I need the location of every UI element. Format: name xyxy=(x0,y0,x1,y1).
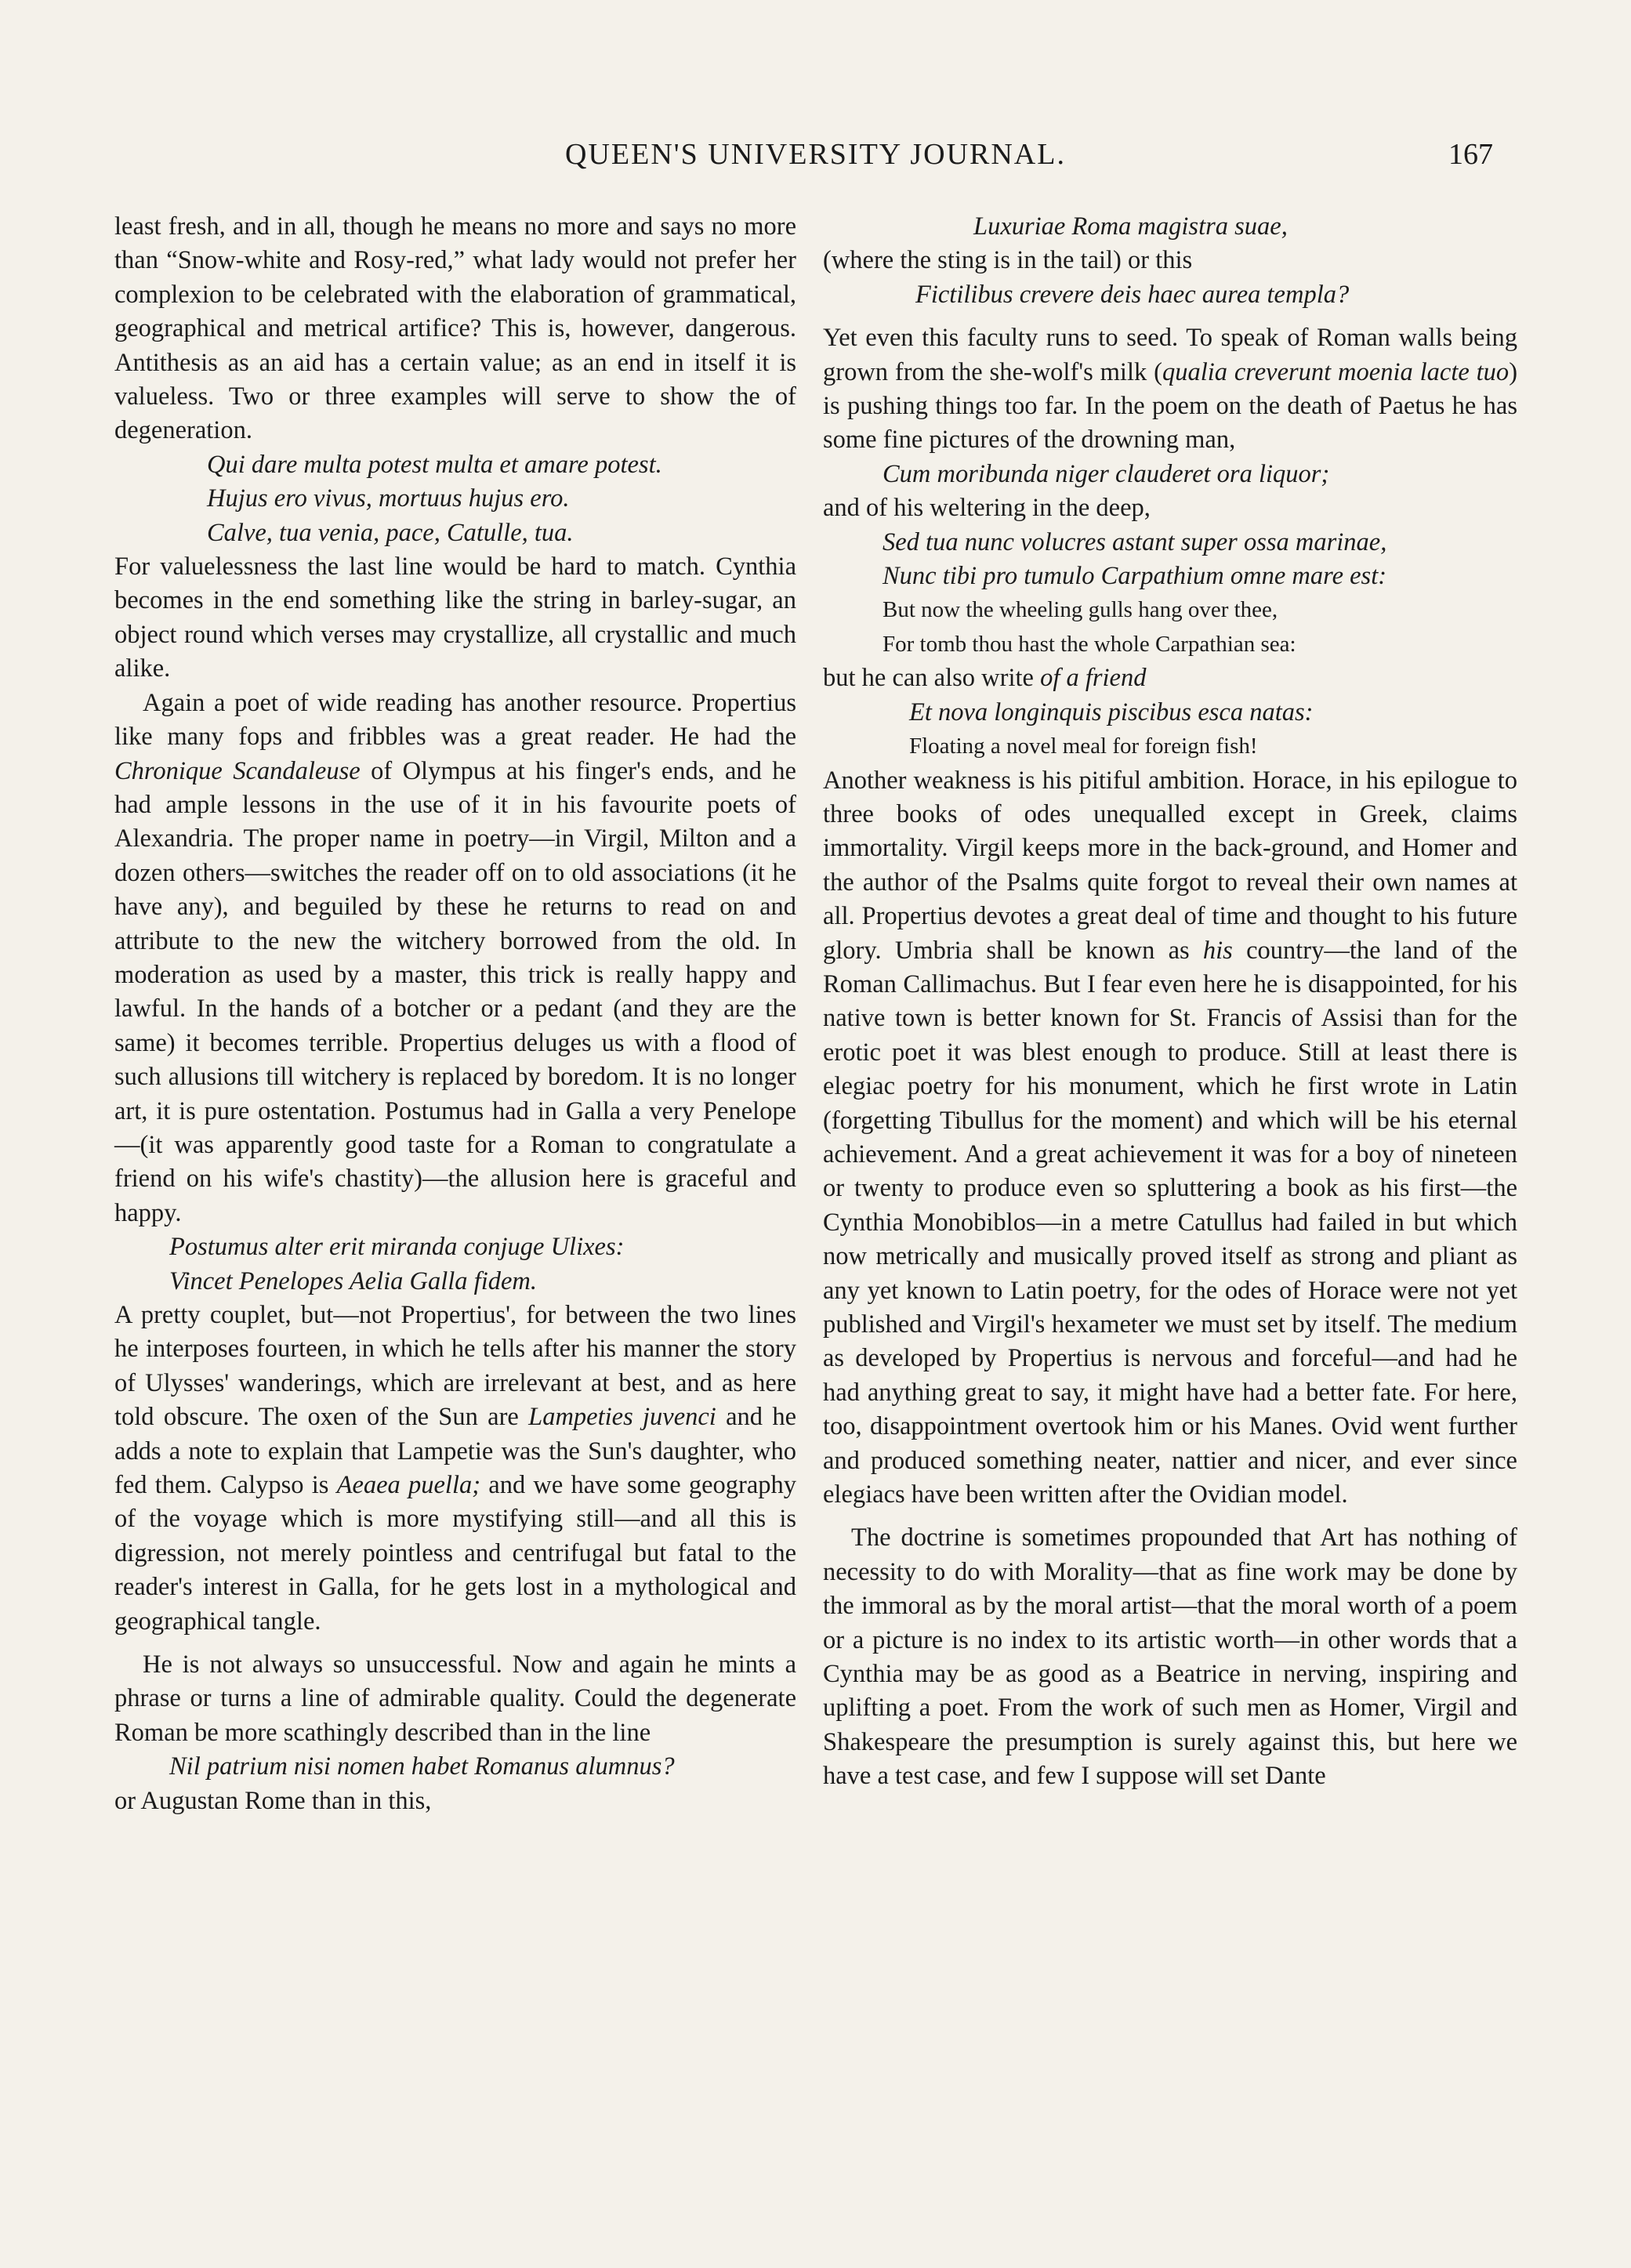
right-column xyxy=(823,210,1517,1794)
paragraph: For valuelessness the last line would be hard to match. Cynthia becomes in the end something like the string in barley-sugar, an object round which verses may crystallize, all crystallic and much alike. xyxy=(114,553,796,683)
text-run: Another weakness is his pitiful ambition. Horace, in his epilogue to three books of odes unequalled except in Greek, claims immortality. Virgil keeps more in the back-ground, and Homer and the author of the Psalms quite forgot to reveal their own names at all. Propertius devotes a great deal of time and thought to his future glory. Umbria shall be known as xyxy=(823,766,1517,965)
text-run: of Olympus at his finger's ends, and he had ample lessons in the use of it in his favourite poets of Alexandria. The proper name in poetry—in Virgil, Milton and a dozen others—switches the reader off on to old associations (it he have any), and beguiled by these he returns to read on and attribute to the new the witchery borrowed from the old. In moderation as used by a master, this trick is really happy and lawful. In the hands of a botcher or a pedant (and they are the same) it becomes terrible. Propertius deluges us with a flood of such allusions till witchery is replaced by boredom. It is no longer art, it is pure ostentation. Postumus had in Galla a very Penelope—(it was apparently good taste for a Roman to congratulate a friend on his wife's chastity)—the allusion here is graceful and happy. xyxy=(114,756,796,1227)
italic-run: qualia creverunt moenia lacte tuo xyxy=(1162,357,1510,386)
text-run: and he adds a note to explain that Lampetie was the Sun's daughter, who fed them. Calypso is xyxy=(114,1403,796,1500)
paragraph: least fresh, and in all, though he means no more and says no more than “Snow-white and Rosy-red,” what lady would not prefer her complexion to be celebrated with the elaboration of grammatical, geographical and metrical artifice? This is, however, dangerous. Antithesis as an aid has a certain value; as an end in itself it is valueless. Two or three examples will serve to show the of degeneration. xyxy=(114,212,796,445)
latin-verse: Fictilibus crevere deis haec aurea templa? xyxy=(915,280,1350,309)
text-run: ) is pushing things too far. In the poem on the death of Paetus he has some fine pictures of the drowning man, xyxy=(823,357,1518,455)
translation-line: For tomb thou hast the whole Carpathian sea: xyxy=(883,631,1296,657)
latin-verse: Hujus ero vivus, mortuus hujus ero. xyxy=(207,484,570,513)
page-number: 167 xyxy=(1448,138,1493,171)
text-run: and we have some geography of the voyage which is more mystifying still—and all this is digression, not merely pointless and centrifugal but fatal to the reader's interest in Galla, for he gets lost in a mythological and geographical tangle. xyxy=(114,1471,797,1636)
latin-verse: Luxuriae Roma magistra suae, xyxy=(973,212,1288,241)
paragraph xyxy=(114,687,796,1231)
journal-title: QUEEN'S UNIVERSITY JOURNAL. xyxy=(565,138,1066,171)
italic-run: Lampeties juvenci xyxy=(528,1403,716,1432)
text-run: country—the land of the Roman Callimachus. But I fear even here he is disappointed, for his native town is better known for St. Francis of Assisi than for the erotic poet it was blest enough to produce. Still at least there is elegiac poetry for his monument, which he first wrote in Latin (forgetting Tibullus for the moment) and which will be his eternal achievement. And a great achievement it was for a boy of nineteen or twenty to produce even so spluttering a book as his first—the Cynthia Monobiblos—in a metre Catullus had failed in but which now metrically and musically proved itself as strong and pliant as any yet known to Latin poetry, for the odes of Horace were not yet published and Virgil's hexameter we must set by itself. The medium as developed by Propertius is nervous and forceful—and had he had anything great to say, it might have had a better fate. For here, too, disappointment overtook him or his Manes. Ovid went further and produced something neater, nattier and nicer, and ever since elegiacs have been written after the Ovidian model. xyxy=(823,936,1517,1509)
latin-verse: Qui dare multa potest multa et amare potest. xyxy=(207,450,662,479)
latin-verse: Nunc tibi pro tumulo Carpathium omne mare est: xyxy=(883,562,1387,591)
paragraph: and of his weltering in the deep, xyxy=(823,494,1151,523)
latin-verse: Nil patrium nisi nomen habet Romanus alumnus? xyxy=(169,1752,675,1781)
paragraph xyxy=(823,321,1517,458)
latin-verse: Vincet Penelopes Aelia Galla fidem. xyxy=(169,1266,538,1295)
paragraph: The doctrine is sometimes propounded that Art has nothing of necessity to do with Morality—that as fine work may be done by the immoral as by the moral artist—that the moral worth of a poem or a picture is no index to its artistic worth—in other words that a Cynthia may be as good as a Beatrice in nerving, inspiring and uplifting a poet. From the work of such men as Homer, Virgil and Shakespeare the presumption is surely against this, but here we have a test case, and few I suppose will set Dante xyxy=(823,1523,1517,1791)
latin-verse: Sed tua nunc volucres astant super ossa marinae, xyxy=(883,527,1387,556)
translation-line: Floating a novel meal for foreign fish! xyxy=(909,734,1258,759)
italic-run: Aeaea puella; xyxy=(336,1471,481,1500)
text-run: Again a poet of wide reading has another resource. Propertius like many fops and fribbles was a great reader. He had the xyxy=(114,688,796,752)
italic-run: his xyxy=(1202,936,1233,965)
text-run: Yet even this faculty runs to seed. To speak of Roman walls being grown from the she-wolf's milk ( xyxy=(823,324,1517,386)
italic-run: of a friend xyxy=(1040,664,1147,693)
paragraph: or Augustan Rome than in this, xyxy=(114,1786,432,1815)
text-run: but he can also write xyxy=(823,664,1041,693)
latin-verse: Et nova longinquis piscibus esca natas: xyxy=(909,697,1314,726)
latin-verse: Postumus alter erit miranda conjuge Ulixes: xyxy=(169,1233,625,1262)
left-column xyxy=(114,210,796,1818)
latin-verse: Cum moribunda niger clauderet ora liquor; xyxy=(883,459,1330,488)
text-run: A pretty couplet, but—not Propertius', for between the two lines he interposes fourteen, in which he tells after his manner the story of Ulysses' wanderings, which are irrelevant at best, and as here told obscure. The oxen of the Sun are xyxy=(114,1301,796,1432)
paragraph: (where the sting is in the tail) or this xyxy=(823,246,1193,275)
paragraph xyxy=(823,764,1517,1513)
latin-verse: Calve, tua venia, pace, Catulle, tua. xyxy=(207,518,574,547)
paragraph: He is not always so unsuccessful. Now and again he mints a phrase or turns a line of admirable quality. Could the degenerate Roman be more scathingly described than in the line xyxy=(114,1650,796,1747)
paragraph xyxy=(823,661,1517,695)
translation-line: But now the wheeling gulls hang over thee, xyxy=(883,597,1278,623)
paragraph xyxy=(114,1299,796,1639)
running-header xyxy=(0,137,1631,184)
italic-run: Chronique Scandaleuse xyxy=(114,756,361,785)
